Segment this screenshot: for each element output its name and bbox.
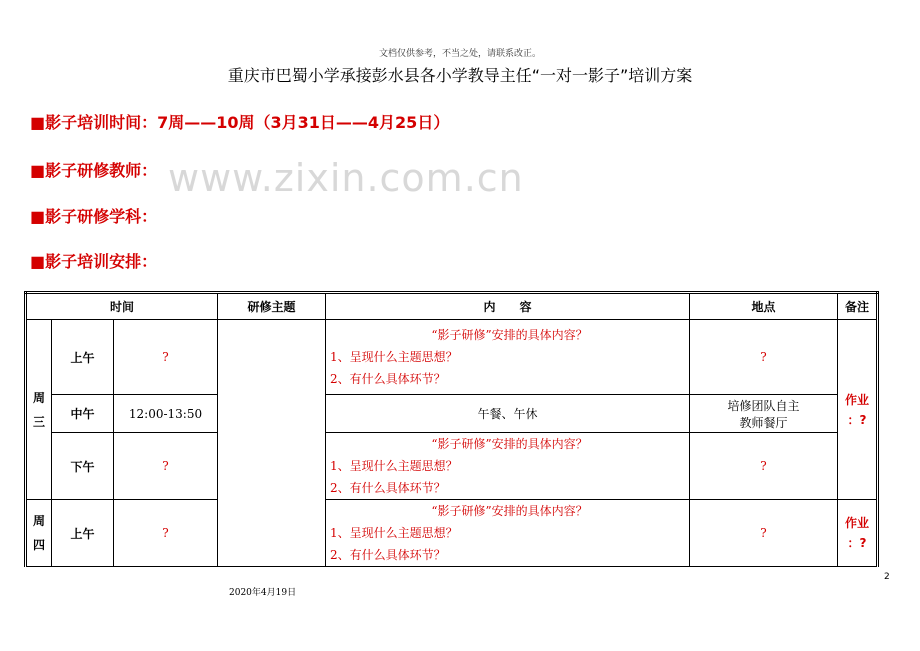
period-noon: 中午	[52, 395, 114, 433]
header-time: 时间	[26, 293, 218, 320]
header-place: 地点	[690, 293, 838, 320]
content-cell: “影子研修”安排的具体内容？ 1、呈现什么主题思想？ 2、有什么具体环节？	[326, 433, 690, 500]
table-header-row	[26, 293, 878, 320]
noon-place: 培修团队自主 教师餐厅	[690, 395, 838, 433]
period-morning: 上午	[52, 500, 114, 567]
noon-content: 午餐、午休	[326, 395, 690, 433]
time-value: ?	[114, 320, 218, 395]
table-row	[26, 500, 878, 567]
page-title: 重庆市巴蜀小学承接彭水县各小学教导主任“一对一影子”培训方案	[227, 66, 693, 85]
table-row	[26, 395, 878, 433]
time-value: ?	[114, 433, 218, 500]
day-thursday: 周 四	[26, 500, 52, 567]
period-afternoon: 下午	[52, 433, 114, 500]
content-cell: “影子研修”安排的具体内容？ 1、呈现什么主题思想？ 2、有什么具体环节？	[326, 500, 690, 567]
watermark: www.zixin.com.cn	[168, 156, 524, 200]
theme-cell	[218, 320, 326, 567]
teacher-line: ■影子研修教师：	[30, 161, 158, 180]
time-value: ?	[114, 500, 218, 567]
place-value: ?	[690, 320, 838, 395]
noon-time: 12:00-13:50	[114, 395, 218, 433]
schedule-table	[24, 291, 879, 567]
place-value: ?	[690, 433, 838, 500]
footer-date: 2020年4月19日	[229, 588, 297, 598]
period-morning: 上午	[52, 320, 114, 395]
arrangement-line: ■影子培训安排：	[30, 252, 158, 271]
note-cell: 作业 ：?	[838, 500, 878, 567]
header-theme: 研修主题	[218, 293, 326, 320]
training-time-line: ■影子培训时间：7周——10周（3月31日——4月25日）	[30, 113, 450, 132]
day-wednesday: 周 三	[26, 320, 52, 500]
page-number: 2	[884, 572, 890, 582]
subject-line: ■影子研修学科：	[30, 207, 158, 226]
header-note: 备注	[838, 293, 878, 320]
content-cell: “影子研修”安排的具体内容？ 1、呈现什么主题思想？ 2、有什么具体环节？	[326, 320, 690, 395]
table-row	[26, 433, 878, 500]
header-content: 内 容	[326, 293, 690, 320]
place-value: ?	[690, 500, 838, 567]
header-note: 文档仅供参考，不当之处，请联系改正。	[378, 49, 541, 59]
note-cell: 作业 ：?	[838, 320, 878, 500]
table-row	[26, 320, 878, 395]
